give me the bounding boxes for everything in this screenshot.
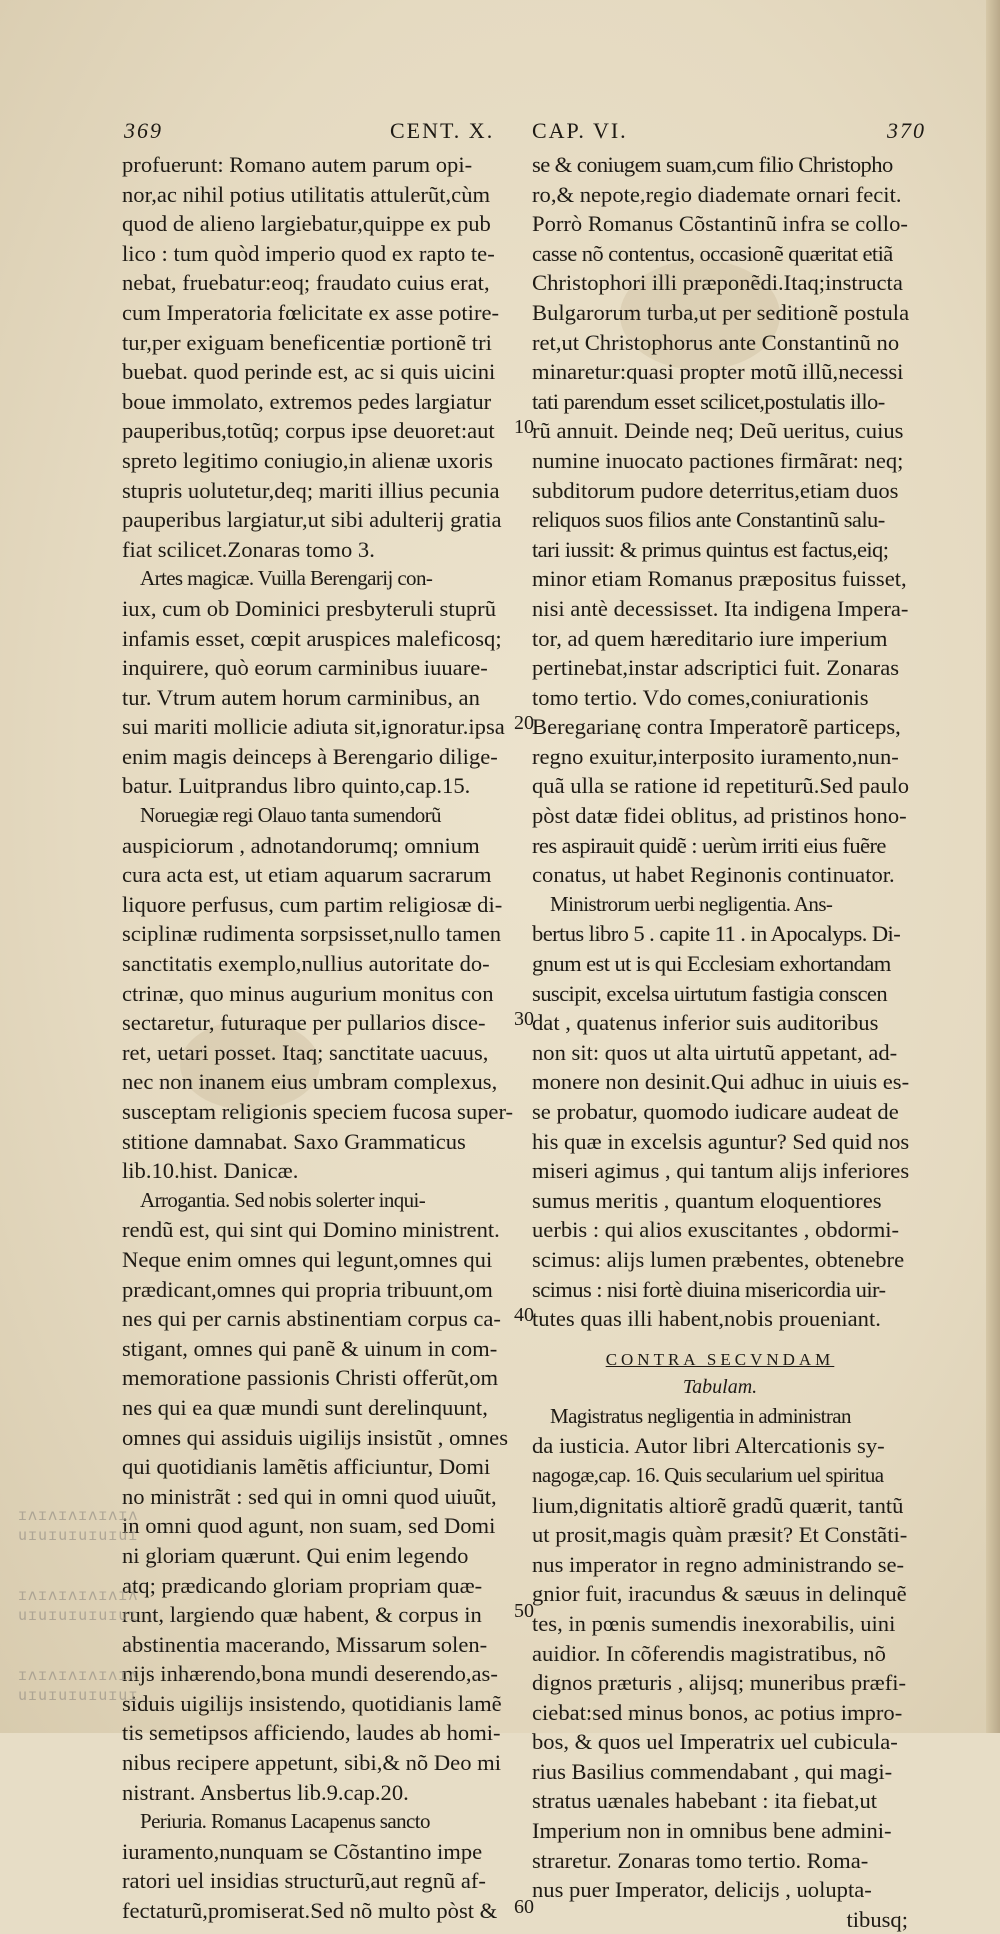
text-line: tur,per exiguam beneficentiæ portionẽ tri — [122, 329, 492, 355]
text-line: nijs inhærendo,bona mundi deserendo,as- — [122, 1661, 498, 1687]
text-line: quã ulla se ratione id repetiturũ.Sed paulo — [532, 773, 910, 799]
text-line: straretur. Zonaras tomo tertio. Roma- — [532, 1847, 869, 1873]
text-line: profuerunt: Romano autem parum opi- — [122, 152, 473, 177]
text-line: atq; prædicando gloriam propriam quæ- — [122, 1572, 483, 1598]
text-line: miseri agimus , qui tantum alijs inferiores — [532, 1158, 910, 1184]
text-line: subditorum pudore deterritus,etiam duos — [532, 477, 899, 503]
text-line: rũ annuit. Deinde neq; Deũ ueritus, cuius — [532, 418, 904, 444]
text-line: Artes magicæ. Vuilla Berengarij con- — [140, 566, 433, 591]
line-number: 20 — [514, 712, 534, 735]
page-edge — [986, 0, 1000, 1733]
text-line: cum Imperatoria fœlicitate ex asse potire- — [122, 299, 500, 325]
section-subheading: Tabulam. — [682, 1375, 758, 1398]
text-line: auidior. In cõferendis magistratibus, nõ — [532, 1640, 886, 1666]
left-text-column — [122, 150, 514, 1926]
text-line: omnes qui assiduis uigilijs insistũt , omnes — [122, 1424, 509, 1450]
text-line: ciebat:sed minus bonos, ac potius impro- — [532, 1699, 903, 1725]
text-line: bos, & quos uel Imperatrix uel cubicula- — [532, 1729, 898, 1755]
line-number: 30 — [514, 1008, 534, 1031]
text-line: ro,& nepote,regio diademate ornari fecit. — [532, 181, 902, 207]
text-line: minaretur:quasi propter motũ illũ,necessi — [532, 359, 904, 385]
text-line: in omni quod agunt, non suam, sed Domi — [122, 1513, 496, 1539]
text-line: tor, ad quem hæreditario iure imperium — [532, 625, 888, 651]
left-page-number: 369 — [124, 118, 163, 143]
text-line: Periuria. Romanus Lacapenus sancto — [140, 1809, 430, 1834]
line-number: 10 — [514, 416, 534, 439]
text-line: auspiciorum , adnotandorumq; omnium — [122, 832, 480, 858]
text-line: fectaturũ,promiserat.Sed nõ multo pòst & — [122, 1898, 498, 1924]
text-line: nisi antè decessisset. Ita indigena Impera- — [532, 595, 909, 621]
text-line: Ministrorum uerbi negligentia. Ans- — [550, 891, 833, 916]
text-line: quod de alieno largiebatur,quippe ex pub — [122, 211, 491, 237]
text-line: nus imperator in regno administrando se- — [532, 1551, 905, 1577]
text-line: tati parendum esset scilicet,postulatis illo- — [532, 388, 885, 414]
text-line: stigant, omnes qui panẽ & uinum in com- — [122, 1335, 498, 1361]
text-line: ratori uel insidias structurũ,aut regnũ af- — [122, 1868, 486, 1894]
text-line: casse nõ contentus, occasionẽ quæritat etiã — [532, 240, 893, 266]
text-line: regno exuitur,interposito iuramento,nun- — [532, 743, 899, 769]
text-line: no ministrãt : sed qui in omni quod uiuũt, — [122, 1483, 497, 1509]
text-line: sui mariti mollicie adiuta sit,ignoratur.ipsa — [122, 714, 505, 740]
text-line: nagogæ,cap. 16. Quis secularium uel spiritua — [532, 1462, 884, 1487]
text-line: dat , quatenus inferior suis auditoribus — [532, 1010, 879, 1036]
text-line: nistrant. Ansbertus lib.9.cap.20. — [122, 1779, 409, 1805]
text-line: nus puer Imperator, delicijs , uolupta- — [532, 1877, 872, 1903]
text-line: uerbis : qui alios exuscitantes , obdormi- — [532, 1217, 900, 1243]
text-line: monere non desinit.Qui adhuc in uiuis es- — [532, 1069, 910, 1095]
text-line: sectaretur, futuraque per pullarios disce- — [122, 1010, 486, 1036]
text-line: nec non inanem eius umbram complexus, — [122, 1069, 498, 1095]
line-number: 40 — [514, 1304, 534, 1327]
text-line: ni gloriam quærunt. Qui enim legendo — [122, 1542, 469, 1568]
text-line: inquirere, quò eorum carminibus iuuare- — [122, 655, 488, 681]
text-line: ut prosit,magis quàm præsit? Et Constãti- — [532, 1522, 908, 1548]
bleed-through-text: ɪʌɪʌɪʌɪʌɪʌɪʌ uɪuɪuɪuɪuɪuɪ — [18, 1506, 139, 1544]
text-line: nebat, fruebatur:eoq; fraudato cuius erat, — [122, 270, 490, 296]
right-text-column — [532, 150, 908, 1934]
text-line: ret, uetari posset. Itaq; sanctitate uacuus, — [122, 1039, 489, 1065]
catchword: tibusq; — [846, 1906, 908, 1932]
text-line: reliquos suos filios ante Constantinũ salu- — [532, 507, 885, 533]
text-line: numine inuocato pactiones firmãrat: neq; — [532, 447, 904, 473]
text-line: siduis uigilijs insistendo, quotidianis lamẽ — [122, 1690, 502, 1716]
section-heading: CONTRA SECVNDAM — [605, 1349, 835, 1369]
text-line: scimus: alijs lumen præbentes, obtenebre — [532, 1246, 905, 1272]
text-line: sumus meritis , quantum eloquentiores — [532, 1187, 882, 1213]
text-line: runt, largiendo quæ habent, & corpus in — [122, 1602, 482, 1628]
text-line: da iusticia. Autor libri Altercationis sy- — [532, 1433, 885, 1459]
text-line: Bulgarorum turba,ut per seditionẽ postula — [532, 299, 910, 325]
text-line: res aspirauit quidẽ : uerùm irriti eius fuẽre — [532, 832, 886, 858]
text-line: gnior fuit, iracundus & sæuus in delinquẽ — [532, 1581, 907, 1607]
text-line: pauperibus largiatur,ut sibi adulterij gratia — [122, 507, 502, 533]
text-line: ctrinæ, quo minus augurium monitus con — [122, 980, 494, 1006]
text-line: sanctitatis exemplo,nullius autoritate do- — [122, 951, 490, 977]
right-page-number: 370 — [887, 118, 926, 143]
bleed-through-text: ɪʌɪʌɪʌɪʌɪʌɪʌ uɪuɪuɪuɪuɪuɪ — [18, 1666, 139, 1704]
text-line: liquore perfusus, cum partim religiosæ di- — [122, 891, 503, 917]
text-line: prædicant,omnes qui propria tribuunt,om — [122, 1276, 493, 1302]
header-chapter: CAP. VI. — [532, 118, 628, 143]
text-line: pauperibus,totũq; corpus ipse deuoret:aut — [122, 418, 495, 444]
text-line: iux, cum ob Dominici presbyteruli stuprũ — [122, 595, 496, 621]
text-line: rius Basilius commendabant , qui magi- — [532, 1758, 893, 1784]
text-line: tes, in pœnis sumendis inexorabilis, uini — [532, 1610, 896, 1636]
text-line: iuramento,nunquam se Cõstantino impe — [122, 1838, 483, 1864]
text-line: lium,dignitatis altiorẽ gradũ quærit, tantũ — [532, 1492, 904, 1518]
text-line: Porrò Romanus Cõstantinũ infra se collo- — [532, 211, 908, 237]
text-line: minor etiam Romanus præpositus fuisset, — [532, 566, 907, 592]
text-line: batur. Luitprandus libro quinto,cap.15. — [122, 773, 471, 799]
text-line: Christophori illi præponẽdi.Itaq;instructa — [532, 270, 903, 296]
text-line: susceptam religionis speciem fucosa super- — [122, 1099, 514, 1124]
text-line: dignos præturis , alijsq; muneribus præfi- — [532, 1670, 907, 1696]
text-line: nes qui per carnis abstinentiam corpus ca- — [122, 1306, 501, 1332]
text-line: suscipit, excelsa uirtutum fastigia conscen — [532, 980, 888, 1006]
text-line: Arrogantia. Sed nobis solerter inqui- — [140, 1187, 426, 1212]
running-header — [0, 118, 1000, 154]
text-line: enim magis deinceps à Berengario dilige- — [122, 743, 498, 769]
text-line: sciplinæ rudimenta sorpsisset,nullo tamen — [122, 921, 502, 947]
text-line: nibus recipere appetunt, sibi,& nõ Deo mi — [122, 1750, 501, 1776]
text-line: Noruegiæ regi Olauo tanta sumendorũ — [140, 803, 441, 828]
text-line: pertinebat,instar adscriptici fuit. Zonaras — [532, 655, 900, 681]
line-number: 60 — [514, 1896, 534, 1919]
text-line: pòst datæ fidei oblitus, ad pristinos hono- — [532, 803, 907, 829]
header-century: CENT. X. — [390, 118, 495, 143]
text-line: Beregarianę contra Imperatorẽ particeps, — [532, 714, 901, 740]
text-line: tutes quas illi habent,nobis proueniant. — [532, 1306, 881, 1332]
text-line: stitione damnabat. Saxo Grammaticus — [122, 1128, 466, 1154]
text-line: fiat scilicet.Zonaras tomo 3. — [122, 536, 375, 562]
text-line: tari iussit: & primus quintus est factus,eiq; — [532, 536, 889, 562]
text-line: boue immolato, extremos pedes largiatur — [122, 388, 492, 414]
text-line: nor,ac nihil potius utilitatis attulerũt,cùm — [122, 181, 491, 207]
text-line: Imperium non in omnibus bene admini- — [532, 1818, 892, 1844]
text-line: tur. Vtrum autem horum carminibus, an — [122, 684, 480, 710]
text-line: se & coniugem suam,cum filio Christopho — [532, 152, 893, 177]
text-line: scimus : nisi fortè diuina misericordia uir- — [532, 1276, 886, 1302]
text-line: conatus, ut habet Reginonis continuator. — [532, 862, 895, 888]
text-line: stupris uolutetur,deq; mariti illius pecunia — [122, 477, 500, 503]
text-line: nes qui ea quæ mundi sunt derelinquunt, — [122, 1394, 488, 1420]
text-line: qui quotidianis lamẽtis afficiuntur, Domi — [122, 1454, 491, 1480]
text-line: buebat. quod perinde est, ac si quis uicini — [122, 359, 496, 385]
text-line: Magistratus negligentia in administran — [550, 1403, 851, 1428]
text-line: bertus libro 5 . capite 11 . in Apocalyps. Di- — [532, 921, 901, 947]
text-line: gnum est ut is qui Ecclesiam exhortandam — [532, 951, 891, 977]
text-line: tomo tertio. Vdo comes,coniurationis — [532, 684, 869, 710]
text-line: stratus uænales habebant : ita fiebat,ut — [532, 1788, 878, 1814]
text-line: lib.10.hist. Danicæ. — [122, 1158, 299, 1184]
text-line: rendũ est, qui sint qui Domino ministrent. — [122, 1217, 500, 1243]
text-line: tis semetipsos afficiendo, laudes ab homi- — [122, 1720, 501, 1746]
text-line: lico : tum quòd imperio quod ex rapto te- — [122, 240, 495, 266]
line-number: 50 — [514, 1600, 534, 1623]
text-line: ret,ut Christophorus ante Constantinũ no — [532, 329, 900, 355]
text-line: memoratione passionis Christi offerũt,om — [122, 1365, 499, 1391]
bleed-through-text: ɪʌɪʌɪʌɪʌɪʌɪʌ uɪuɪuɪuɪuɪuɪ — [18, 1586, 139, 1624]
text-line: his quæ in excelsis aguntur? Sed quid nos — [532, 1128, 910, 1154]
text-line: abstinentia macerando, Missarum solen- — [122, 1631, 488, 1657]
text-line: infamis esset, cœpit aruspices maleficosq; — [122, 625, 502, 651]
text-line: cura acta est, ut etiam aquarum sacrarum — [122, 862, 492, 888]
text-line: spreto legitimo coniugio,in alienæ uxoris — [122, 447, 493, 473]
text-line: se probatur, quomodo iudicare audeat de — [532, 1099, 899, 1124]
text-line: Neque enim omnes qui legunt,omnes qui — [122, 1246, 493, 1272]
text-line: non sit: quos ut alta uirtutũ appetant, ad- — [532, 1039, 898, 1065]
